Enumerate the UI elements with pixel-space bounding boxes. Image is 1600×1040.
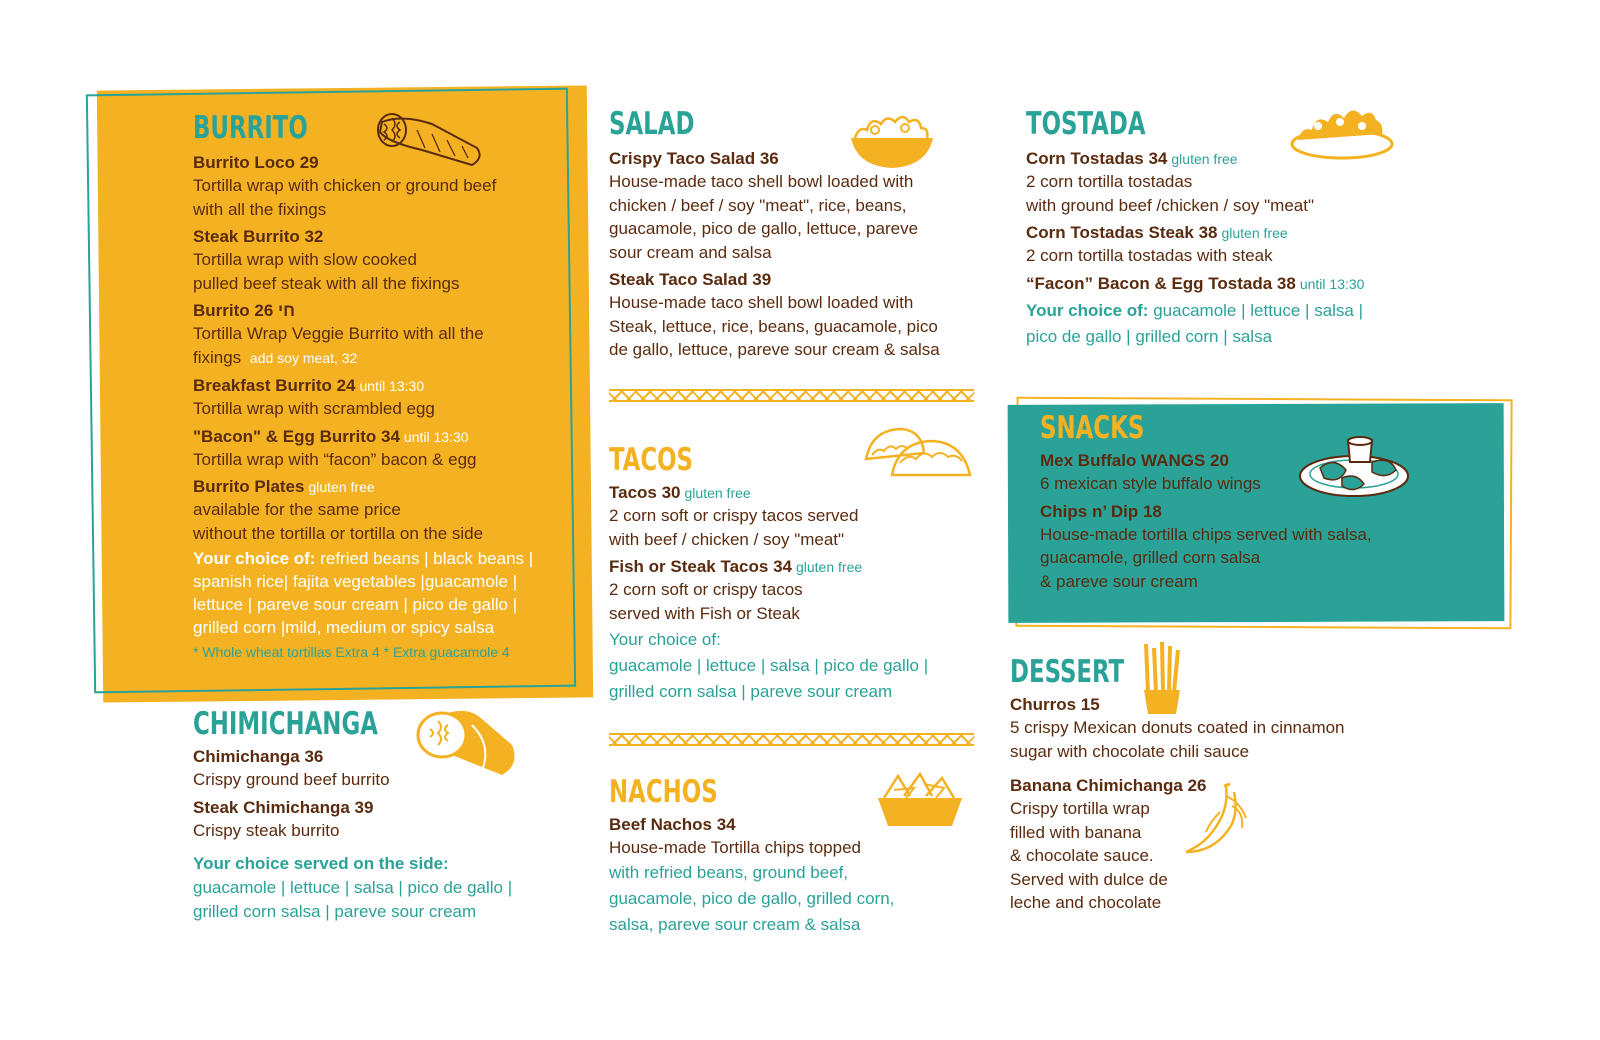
item-desc-line: with ground beef /chicken / soy "meat" xyxy=(1026,195,1314,215)
item-desc-line: 6 mexican style buffalo wings xyxy=(1040,474,1261,493)
item-name-row xyxy=(1026,222,1426,244)
churros-icon xyxy=(1136,640,1188,716)
dessert-title: DESSERT xyxy=(1010,654,1125,690)
item-name: Steak Burrito 32 xyxy=(193,227,324,246)
item-desc-line: Tortilla wrap with slow cooked xyxy=(193,250,417,269)
tostada-icon xyxy=(1288,104,1396,162)
item-name: Steak Taco Salad 39 xyxy=(609,270,772,289)
item-desc-line: Served with dulce de xyxy=(1010,869,1168,889)
choice-label: Your choice of: xyxy=(609,630,721,649)
item-desc-line: served with Fish or Steak xyxy=(609,603,800,623)
item-desc-line: Tortilla Wrap Veggie Burrito with all the xyxy=(193,324,484,343)
tacos-section xyxy=(609,442,989,705)
item-desc-line: House-made taco shell bowl loaded with xyxy=(609,172,914,191)
snacks-title: SNACKS xyxy=(1040,410,1145,446)
burrito-items xyxy=(193,152,578,662)
item-desc-line: with all the fixings xyxy=(193,199,327,219)
choice-line: pico de gallo | grilled corn | salsa xyxy=(1026,326,1273,346)
choice-label: Your choice of: xyxy=(1026,300,1149,320)
choice-line: salsa, pareve sour cream & salsa xyxy=(609,914,861,934)
item-desc-line: pulled beef steak with all the fixings xyxy=(193,273,460,293)
item-desc-line: filled with banana xyxy=(1010,822,1142,842)
item-name-row xyxy=(193,426,578,448)
tostada-items xyxy=(1026,148,1426,350)
nachos-toppings xyxy=(609,860,989,938)
item-name-row xyxy=(1026,273,1426,295)
item-desc-line: available for the same price xyxy=(193,500,401,519)
tacos-items xyxy=(609,482,989,705)
choice-label: Your choice of: xyxy=(193,549,316,568)
choice-line: with refried beans, ground beef, xyxy=(609,862,849,882)
item-name: Burrito Loco 29 xyxy=(193,153,319,172)
item-desc-line: sugar with chocolate chili sauce xyxy=(1010,741,1250,761)
item-name: Tacos 30 xyxy=(609,483,681,502)
item-desc-line: 2 corn tortilla tostadas xyxy=(1026,172,1193,191)
item-desc-line: House-made Tortilla chips topped xyxy=(609,838,861,857)
item-desc-line: leche and chocolate xyxy=(1010,893,1162,912)
item-desc-line: Tortilla wrap with scrambled egg xyxy=(193,399,435,418)
tacos-icon xyxy=(862,423,974,479)
item-tag: gluten free xyxy=(1171,151,1238,167)
nachos-items xyxy=(609,814,989,938)
burrito-footnote: * Whole wheat tortillas Extra 4 * Extra guacamole 4 xyxy=(193,644,510,660)
item-name: Steak Chimichanga 39 xyxy=(193,797,374,817)
tostada-choices xyxy=(1026,298,1426,350)
item-desc-line: 5 crispy Mexican donuts coated in cinnamon xyxy=(1010,718,1345,737)
item-desc-line: de gallo, lettuce, pareve sour cream & salsa xyxy=(609,340,940,359)
item-desc-line: 2 corn tortilla tostadas with steak xyxy=(1026,246,1273,265)
choice-line: lettuce | pareve sour cream | pico de gallo | xyxy=(193,595,518,614)
item-desc-line: 2 corn soft or crispy tacos served xyxy=(609,506,859,525)
item-desc-line xyxy=(193,346,578,371)
item-desc-line: Steak, lettuce, rice, beans, guacamole, pico xyxy=(609,316,938,336)
item-name: Chips n’ Dip 18 xyxy=(1040,501,1162,521)
item-name: Banana Chimichanga 26 xyxy=(1010,776,1207,795)
item-desc-line: Crispy ground beef burrito xyxy=(193,770,390,789)
item-name: Breakfast Burrito 24 xyxy=(193,376,356,395)
item-tag: until 13:30 xyxy=(1299,275,1365,292)
choice-line xyxy=(193,547,578,570)
burrito-item xyxy=(193,476,578,545)
item-desc-line: House-made tortilla chips served with salsa, xyxy=(1040,524,1372,544)
item-name: Burrito חי 26 xyxy=(193,301,296,320)
item-tag: gluten free xyxy=(795,559,863,575)
item-name: Chimichanga 36 xyxy=(193,747,324,766)
item-name: Corn Tostadas Steak 38 xyxy=(1026,223,1218,242)
item-desc-tail: fixings xyxy=(193,347,242,367)
item-name: Fish or Steak Tacos 34 xyxy=(609,557,792,576)
burrito-item xyxy=(193,300,578,370)
item-tag: until 13:30 xyxy=(403,428,469,445)
item-name-row xyxy=(193,375,578,397)
item-desc-line: & chocolate sauce. xyxy=(1010,846,1154,865)
choice-line: grilled corn |mild, medium or spicy salsa xyxy=(193,618,495,637)
item-desc-line: & pareve sour cream xyxy=(1040,571,1198,591)
item-name: Corn Tostadas 34 xyxy=(1026,149,1168,168)
item-name-row xyxy=(609,556,989,578)
choice-line: guacamole, pico de gallo, grilled corn, xyxy=(609,888,895,908)
item-tag: until 13:30 xyxy=(359,378,425,394)
nachos-icon xyxy=(874,770,966,830)
burrito-item xyxy=(193,426,578,472)
item-name-row xyxy=(193,476,578,498)
zigzag-divider xyxy=(609,389,974,402)
chimichanga-section xyxy=(193,706,583,924)
banana-icon xyxy=(1180,782,1252,858)
item-desc-line: with beef / chicken / soy "meat" xyxy=(609,529,845,549)
chimichanga-choices xyxy=(193,852,583,924)
item-tag: gluten free xyxy=(308,479,375,495)
choice-line: guacamole | lettuce | salsa | pico de gallo | xyxy=(193,878,513,897)
tostada-title: TOSTADA xyxy=(1026,106,1146,142)
burrito-item xyxy=(193,375,578,421)
burrito-item xyxy=(193,226,578,295)
item-desc-line: House-made taco shell bowl loaded with xyxy=(609,293,914,312)
item-desc-line: guacamole, grilled corn salsa xyxy=(1040,548,1261,567)
chimichanga-items xyxy=(193,746,583,924)
choice-text: guacamole | lettuce | salsa | xyxy=(1153,300,1364,320)
choice-label: Your choice served on the side: xyxy=(193,854,449,873)
item-name: Churros 15 xyxy=(1010,695,1100,714)
wings-icon xyxy=(1298,432,1416,504)
choice-text: refried beans | black beans | xyxy=(320,549,534,568)
choice-line: guacamole | lettuce | salsa | pico de gallo | xyxy=(609,656,929,675)
choice-line: grilled corn salsa | pareve sour cream xyxy=(609,682,893,701)
item-desc-line: Crispy steak burrito xyxy=(193,820,340,840)
chimichanga-icon xyxy=(412,705,524,783)
item-desc-line: without the tortilla or tortilla on the side xyxy=(193,523,484,543)
item-desc-line: guacamole, pico de gallo, lettuce, pareve xyxy=(609,219,919,238)
item-desc-line: Tortilla wrap with “facon” bacon & egg xyxy=(193,449,477,469)
item-desc-line: chicken / beef / soy "meat", rice, beans, xyxy=(609,195,907,215)
salad-title: SALAD xyxy=(609,106,695,142)
item-name: Crispy Taco Salad 36 xyxy=(609,149,779,168)
nachos-title: NACHOS xyxy=(609,774,718,810)
salad-bowl-icon xyxy=(847,112,937,170)
item-desc-line: 2 corn soft or crispy tacos xyxy=(609,580,803,599)
burrito-title: BURRITO xyxy=(193,110,308,146)
choice-line: grilled corn salsa | pareve sour cream xyxy=(193,902,477,921)
item-name: Mex Buffalo WANGS 20 xyxy=(1040,451,1229,470)
item-name: Beef Nachos 34 xyxy=(609,815,736,834)
item-name-row xyxy=(609,482,989,504)
zigzag-divider xyxy=(609,733,974,746)
burrito-icon xyxy=(372,110,487,170)
item-name: Burrito Plates xyxy=(193,477,305,496)
burrito-choices xyxy=(193,547,578,639)
item-desc-line: Crispy tortilla wrap xyxy=(1010,799,1150,818)
item-tag: gluten free xyxy=(1221,225,1288,241)
item-tag: gluten free xyxy=(684,485,751,501)
tacos-title: TACOS xyxy=(609,442,694,478)
tacos-choices xyxy=(609,627,989,705)
salad-items xyxy=(609,148,989,362)
burrito-section xyxy=(193,110,578,662)
choice-line: spanish rice| fajita vegetables |guacamole | xyxy=(193,572,518,591)
item-desc-line: sour cream and salsa xyxy=(609,242,772,262)
item-desc-line: Tortilla wrap with chicken or ground beef xyxy=(193,176,497,195)
chimichanga-title: CHIMICHANGA xyxy=(193,706,378,742)
choice-line xyxy=(1026,298,1426,324)
item-note: add soy meat, 32 xyxy=(249,349,358,366)
item-name: "Bacon" & Egg Burrito 34 xyxy=(193,426,400,446)
item-name: “Facon” Bacon & Egg Tostada 38 xyxy=(1026,273,1296,293)
